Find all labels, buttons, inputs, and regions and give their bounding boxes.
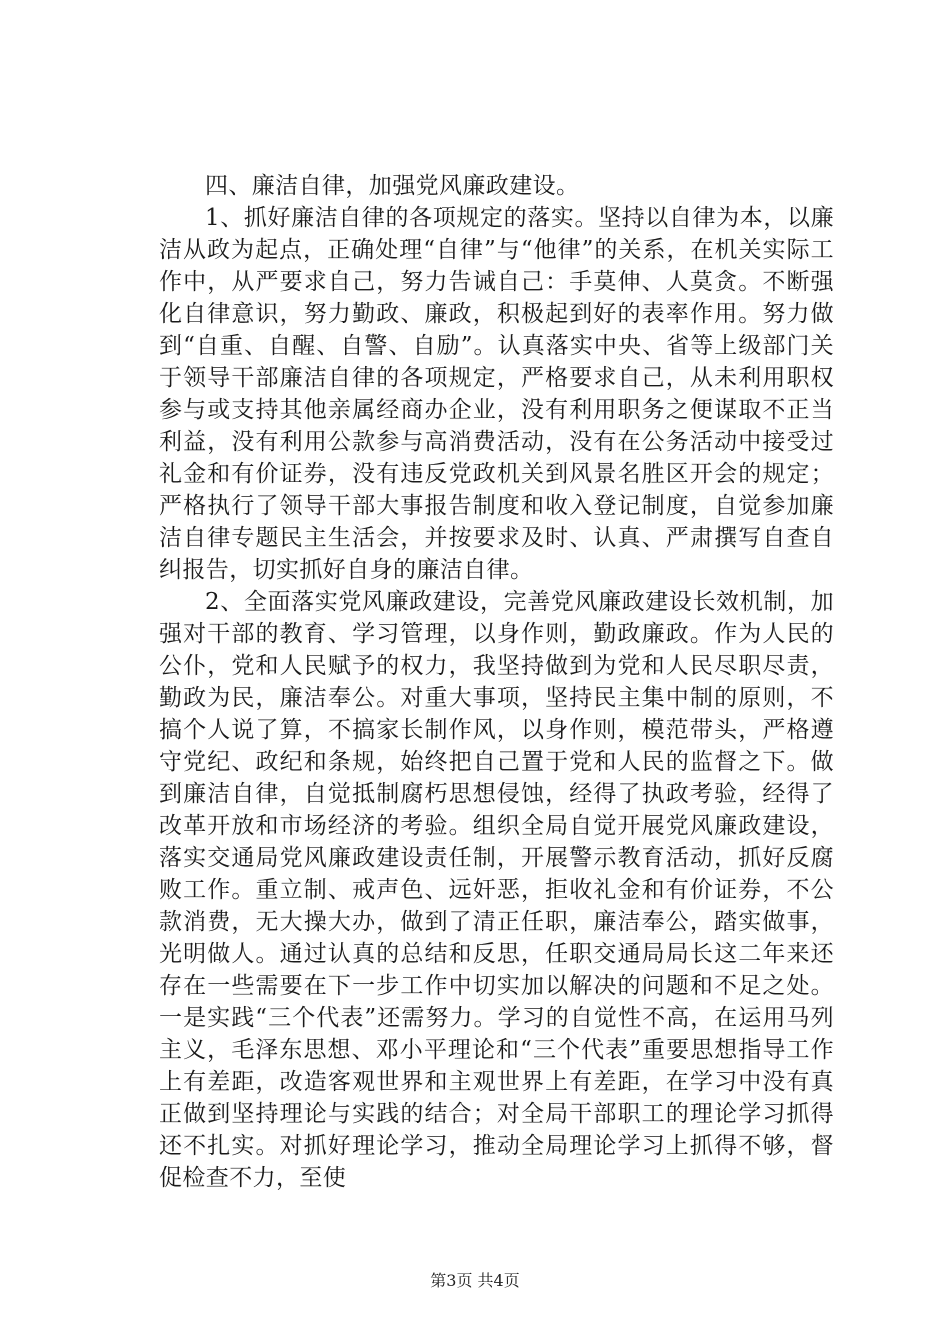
document-body (159, 170, 834, 1194)
paragraph-2: 2、全面落实党风廉政建设，完善党风廉政建设长效机制，加强对干部的教育、学习管理，以身作则，勤政廉政。作为人民的公仆，党和人民赋予的权力，我坚持做到为党和人民尽职尽责，勤政为民，廉洁奉公。对重大事项，坚持民主集中制的原则，不搞个人说了算，不搞家长制作风，以身作则，模范带头，严格遵守党纪、政纪和条规，始终把自己置于党和人民的监督之下。做到廉洁自律，自觉抵制腐朽思想侵蚀，经得了执政考验，经得了改革开放和市场经济的考验。组织全局自觉开展党风廉政建设，落实交通局党风廉政建设责任制，开展警示教育活动，抓好反腐败工作。重立制、戒声色、远奸恶，拒收礼金和有价证券，不公款消费，无大操大办，做到了清正任职，廉洁奉公，踏实做事，光明做人。通过认真的总结和反思，任职交通局局长这二年来还存在一些需要在下一步工作中切实加以解决的问题和不足之处。一是实践“三个代表”还需努力。学习的自觉性不高，在运用马列主义，毛泽东思想、邓小平理论和“三个代表”重要思想指导工作上有差距，改造客观世界和主观世界上有差距，在学习中没有真正做到坚持理论与实践的结合；对全局干部职工的理论学习抓得还不扎实。对抓好理论学习，推动全局理论学习上抓得不够，督促检查不力，至使 (159, 589, 834, 1191)
page-footer: 第3页 共4页 (430, 1271, 520, 1290)
section-heading: 四、廉洁自律，加强党风廉政建设。 (205, 173, 580, 199)
paragraph-1: 1、抓好廉洁自律的各项规定的落实。坚持以自律为本，以廉洁从政为起点，正确处理“自律”与“他律”的关系，在机关实际工作中，从严要求自己，努力告诫自己：手莫伸、人莫贪。不断强化自律意识，努力勤政、廉政，积极起到好的表率作用。努力做到“自重、自醒、自警、自励”。认真落实中央、省等上级部门关于领导干部廉洁自律的各项规定，严格要求自己，从未利用职权参与或支持其他亲属经商办企业，没有利用职务之便谋取不正当利益，没有利用公款参与高消费活动，没有在公务活动中接受过礼金和有价证券，没有违反党政机关到风景名胜区开会的规定；严格执行了领导干部大事报告制度和收入登记制度，自觉参加廉洁自律专题民主生活会，并按要求及时、认真、严肃撰写自查自纠报告，切实抓好自身的廉洁自律。 (159, 205, 834, 583)
